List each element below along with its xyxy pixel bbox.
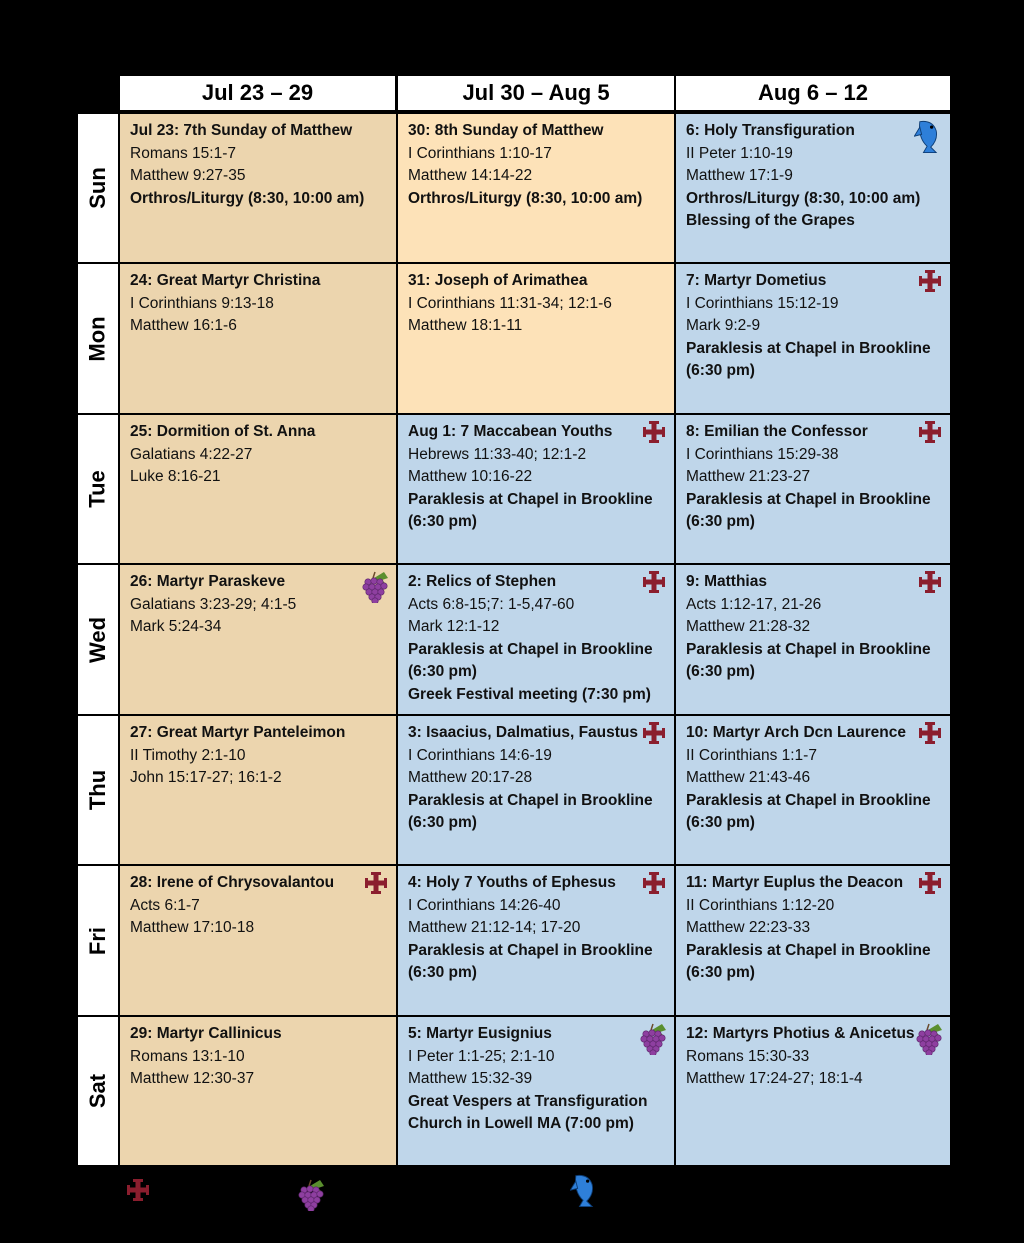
- service: (6:30 pm): [686, 362, 755, 379]
- feast-title: 26: Martyr Paraskeve: [130, 573, 286, 590]
- day-cell: [676, 415, 950, 563]
- service: Orthros/Liturgy (8:30, 10:00 am): [408, 189, 643, 207]
- cross-icon: [918, 570, 942, 602]
- grapes-icon: [638, 1022, 668, 1063]
- reading: Luke 8:16-21: [130, 468, 221, 485]
- day-label: [78, 866, 118, 1015]
- reading: Acts 6:1-7: [130, 896, 200, 914]
- day-cell: [676, 866, 950, 1015]
- reading: II Timothy 2:1-10: [130, 746, 246, 764]
- service: (6:30 pm): [408, 513, 477, 530]
- day-label-text: Fri: [85, 926, 110, 955]
- reading: Matthew 17:24-27; 18:1-4: [686, 1070, 863, 1087]
- day-cell: [398, 866, 674, 1015]
- day-cell: [676, 264, 950, 413]
- feast-title: 28: Irene of Chrysovalantou: [130, 874, 335, 891]
- reading: II Peter 1:10-19: [686, 144, 793, 162]
- reading: Matthew 21:12-14; 17-20: [408, 919, 581, 936]
- day-cell: [398, 565, 674, 714]
- cross-icon: [642, 721, 666, 753]
- service: Greek Festival meeting (7:30 pm): [408, 685, 651, 703]
- day-cell: [398, 264, 674, 413]
- cross-icon: [918, 721, 942, 753]
- service: Paraklesis at Chapel in Brookline: [686, 490, 931, 508]
- feast-title: 7: Martyr Dometius: [686, 272, 827, 289]
- service: (6:30 pm): [408, 964, 477, 981]
- feast-title: 25: Dormition of St. Anna: [130, 423, 316, 440]
- feast-title: 10: Martyr Arch Dcn Laurence: [686, 724, 906, 741]
- day-label-text: Wed: [85, 616, 111, 663]
- reading: I Corinthians 14:26-40: [408, 896, 561, 914]
- reading: Matthew 10:16-22: [408, 468, 533, 485]
- column-header: Aug 6 – 12: [676, 76, 950, 110]
- legend-grapes-icon: [296, 1178, 326, 1216]
- grapes-icon: [360, 570, 390, 611]
- day-cell: [398, 716, 674, 864]
- day-label: [78, 264, 118, 413]
- day-cell: [676, 565, 950, 714]
- reading: Acts 6:8-15;7: 1-5,47-60: [408, 595, 575, 613]
- day-label: [78, 1017, 118, 1165]
- service: Paraklesis at Chapel in Brookline: [686, 339, 931, 357]
- service: Orthros/Liturgy (8:30, 10:00 am): [686, 189, 921, 207]
- reading: II Corinthians 1:1-7: [686, 746, 817, 764]
- day-cell: [120, 866, 396, 1015]
- reading: I Corinthians 11:31-34; 12:1-6: [408, 294, 612, 312]
- day-cell: [398, 114, 674, 262]
- reading: I Corinthians 15:29-38: [686, 445, 839, 463]
- reading: Matthew 18:1-11: [408, 317, 523, 334]
- reading: Matthew 14:14-22: [408, 167, 533, 184]
- reading: Matthew 22:23-33: [686, 919, 811, 936]
- reading: Mark 12:1-12: [408, 618, 500, 635]
- feast-title: 11: Martyr Euplus the Deacon: [686, 874, 904, 891]
- fish-icon: [914, 118, 942, 162]
- service: (6:30 pm): [686, 663, 755, 680]
- service: Paraklesis at Chapel in Brookline: [408, 640, 653, 658]
- day-label-text: Tue: [84, 470, 110, 508]
- feast-title: 27: Great Martyr Panteleimon: [130, 724, 346, 741]
- reading: I Corinthians 14:6-19: [408, 746, 552, 764]
- day-cell: [676, 1017, 950, 1165]
- reading: Matthew 16:1-6: [130, 317, 237, 334]
- day-label: [78, 565, 118, 714]
- service: Paraklesis at Chapel in Brookline: [408, 791, 653, 809]
- feast-title: 9: Matthias: [686, 573, 767, 590]
- day-label-text: Mon: [85, 315, 111, 362]
- reading: John 15:17-27; 16:1-2: [130, 769, 282, 786]
- reading: II Corinthians 1:12-20: [686, 896, 835, 914]
- cross-icon: [918, 420, 942, 452]
- reading: Matthew 21:43-46: [686, 769, 811, 786]
- reading: I Peter 1:1-25; 2:1-10: [408, 1047, 555, 1065]
- day-label: [78, 114, 118, 262]
- reading: I Corinthians 1:10-17: [408, 144, 552, 162]
- cross-icon: [918, 871, 942, 903]
- cross-icon: [642, 570, 666, 602]
- reading: I Corinthians 9:13-18: [130, 294, 274, 312]
- day-cell: [676, 114, 950, 262]
- cross-icon: [364, 871, 388, 903]
- service: Blessing of the Grapes: [686, 212, 855, 229]
- reading: I Corinthians 15:12-19: [686, 294, 839, 312]
- reading: Hebrews 11:33-40; 12:1-2: [408, 445, 587, 463]
- reading: Matthew 21:23-27: [686, 468, 811, 485]
- feast-title: 3: Isaacius, Dalmatius, Faustus: [408, 724, 639, 741]
- day-cell: [120, 264, 396, 413]
- reading: Galatians 4:22-27: [130, 445, 253, 463]
- day-cell: [676, 716, 950, 864]
- service: (6:30 pm): [408, 663, 477, 680]
- day-label-text: Sun: [85, 167, 110, 209]
- service: Orthros/Liturgy (8:30, 10:00 am): [130, 189, 365, 207]
- reading: Mark 5:24-34: [130, 618, 222, 635]
- cross-icon: [642, 871, 666, 903]
- feast-title: 4: Holy 7 Youths of Ephesus: [408, 874, 616, 891]
- day-label-text: Thu: [85, 769, 111, 811]
- legend-cross-icon: [126, 1178, 150, 1207]
- reading: Romans 15:30-33: [686, 1047, 810, 1065]
- service: (6:30 pm): [686, 513, 755, 530]
- reading: Matthew 21:28-32: [686, 618, 811, 635]
- day-label: [78, 716, 118, 864]
- day-cell: [120, 716, 396, 864]
- day-label-text: Sat: [85, 1073, 110, 1109]
- service: Paraklesis at Chapel in Brookline: [408, 941, 653, 959]
- feast-title: 24: Great Martyr Christina: [130, 272, 321, 289]
- service: (6:30 pm): [686, 964, 755, 981]
- feast-title: 6: Holy Transfiguration: [686, 122, 855, 139]
- reading: Matthew 20:17-28: [408, 769, 533, 786]
- service: (6:30 pm): [408, 814, 477, 831]
- service: Paraklesis at Chapel in Brookline: [686, 941, 931, 959]
- feast-title: Jul 23: 7th Sunday of Matthew: [130, 122, 353, 139]
- feast-title: 2: Relics of Stephen: [408, 573, 557, 590]
- cross-icon: [918, 269, 942, 301]
- day-cell: [398, 1017, 674, 1165]
- day-cell: [120, 415, 396, 563]
- grapes-icon: [914, 1022, 944, 1063]
- day-cell: [120, 1017, 396, 1165]
- column-header: Jul 30 – Aug 5: [398, 76, 674, 110]
- cross-icon: [642, 420, 666, 452]
- service: Church in Lowell MA (7:00 pm): [408, 1115, 634, 1132]
- feast-title: 12: Martyrs Photius & Anicetus: [686, 1025, 915, 1042]
- service: Great Vespers at Transfiguration: [408, 1092, 648, 1110]
- feast-title: 8: Emilian the Confessor: [686, 423, 868, 440]
- reading: Matthew 17:1-9: [686, 167, 793, 184]
- day-label: [78, 415, 118, 563]
- day-cell: [120, 114, 396, 262]
- feast-title: 5: Martyr Eusignius: [408, 1025, 552, 1042]
- feast-title: 31: Joseph of Arimathea: [408, 272, 588, 289]
- feast-title: 29: Martyr Callinicus: [130, 1025, 282, 1042]
- reading: Matthew 12:30-37: [130, 1070, 255, 1087]
- reading: Romans 13:1-10: [130, 1047, 245, 1065]
- service: Paraklesis at Chapel in Brookline: [686, 791, 931, 809]
- reading: Romans 15:1-7: [130, 144, 236, 162]
- service: Paraklesis at Chapel in Brookline: [686, 640, 931, 658]
- service: (6:30 pm): [686, 814, 755, 831]
- reading: Mark 9:2-9: [686, 317, 761, 334]
- reading: Matthew 17:10-18: [130, 919, 255, 936]
- reading: Acts 1:12-17, 21-26: [686, 595, 822, 613]
- reading: Galatians 3:23-29; 4:1-5: [130, 595, 297, 613]
- feast-title: 30: 8th Sunday of Matthew: [408, 122, 604, 139]
- service: Paraklesis at Chapel in Brookline: [408, 490, 653, 508]
- day-cell: [120, 565, 396, 714]
- column-header: Jul 23 – 29: [120, 76, 395, 110]
- feast-title: Aug 1: 7 Maccabean Youths: [408, 423, 613, 440]
- reading: Matthew 9:27-35: [130, 167, 246, 184]
- reading: Matthew 15:32-39: [408, 1070, 533, 1087]
- legend-fish-icon: [570, 1172, 598, 1213]
- day-cell: [398, 415, 674, 563]
